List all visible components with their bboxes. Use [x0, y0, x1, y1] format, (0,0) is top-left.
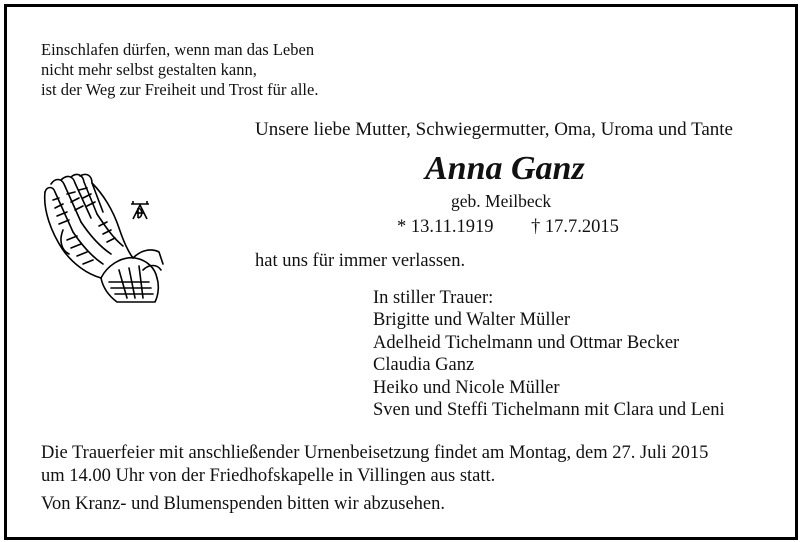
praying-hands-icon — [37, 170, 169, 310]
duerer-monogram-icon — [129, 199, 151, 221]
quote-line-2: nicht mehr selbst gestalten kann, — [41, 60, 257, 79]
obituary-notice — [4, 4, 798, 540]
left-us-text: hat uns für immer verlassen. — [255, 251, 466, 271]
quote-line-1: Einschlafen dürfen, wenn man das Leben — [41, 40, 315, 59]
intro-text: Unsere liebe Mutter, Schwiegermutter, Oma, Uroma und Tante — [255, 119, 733, 140]
service-line-2: um 14.00 Uhr von der Friedhofskapelle in Villingen aus statt. — [41, 465, 496, 486]
mourner-name: Sven und Steffi Tichelmann mit Clara und Leni — [373, 400, 725, 421]
wreaths-note: Von Kranz- und Blumenspenden bitten wir abzusehen. — [41, 494, 445, 514]
mourning-heading: In stiller Trauer: — [373, 288, 494, 308]
mourner-name: Claudia Ganz — [373, 355, 475, 376]
death-date: † 17.7.2015 — [531, 217, 619, 237]
service-line-1: Die Trauerfeier mit anschließender Urnenbeisetzung findet am Montag, dem 27. Juli 2015 — [41, 443, 709, 463]
service-info — [41, 442, 708, 487]
quote-line-3: ist der Weg zur Freiheit und Trost für alle. — [41, 80, 319, 99]
quote — [41, 40, 318, 100]
maiden-name: geb. Meilbeck — [451, 191, 552, 211]
mourner-name: Adelheid Tichelmann und Ottmar Becker — [373, 332, 680, 353]
mourners-list — [373, 287, 725, 421]
mourner-name: Brigitte und Walter Müller — [373, 310, 571, 331]
deceased-name: Anna Ganz — [425, 150, 585, 187]
birth-date: * 13.11.1919 — [397, 217, 494, 237]
mourner-name: Heiko und Nicole Müller — [373, 377, 560, 398]
